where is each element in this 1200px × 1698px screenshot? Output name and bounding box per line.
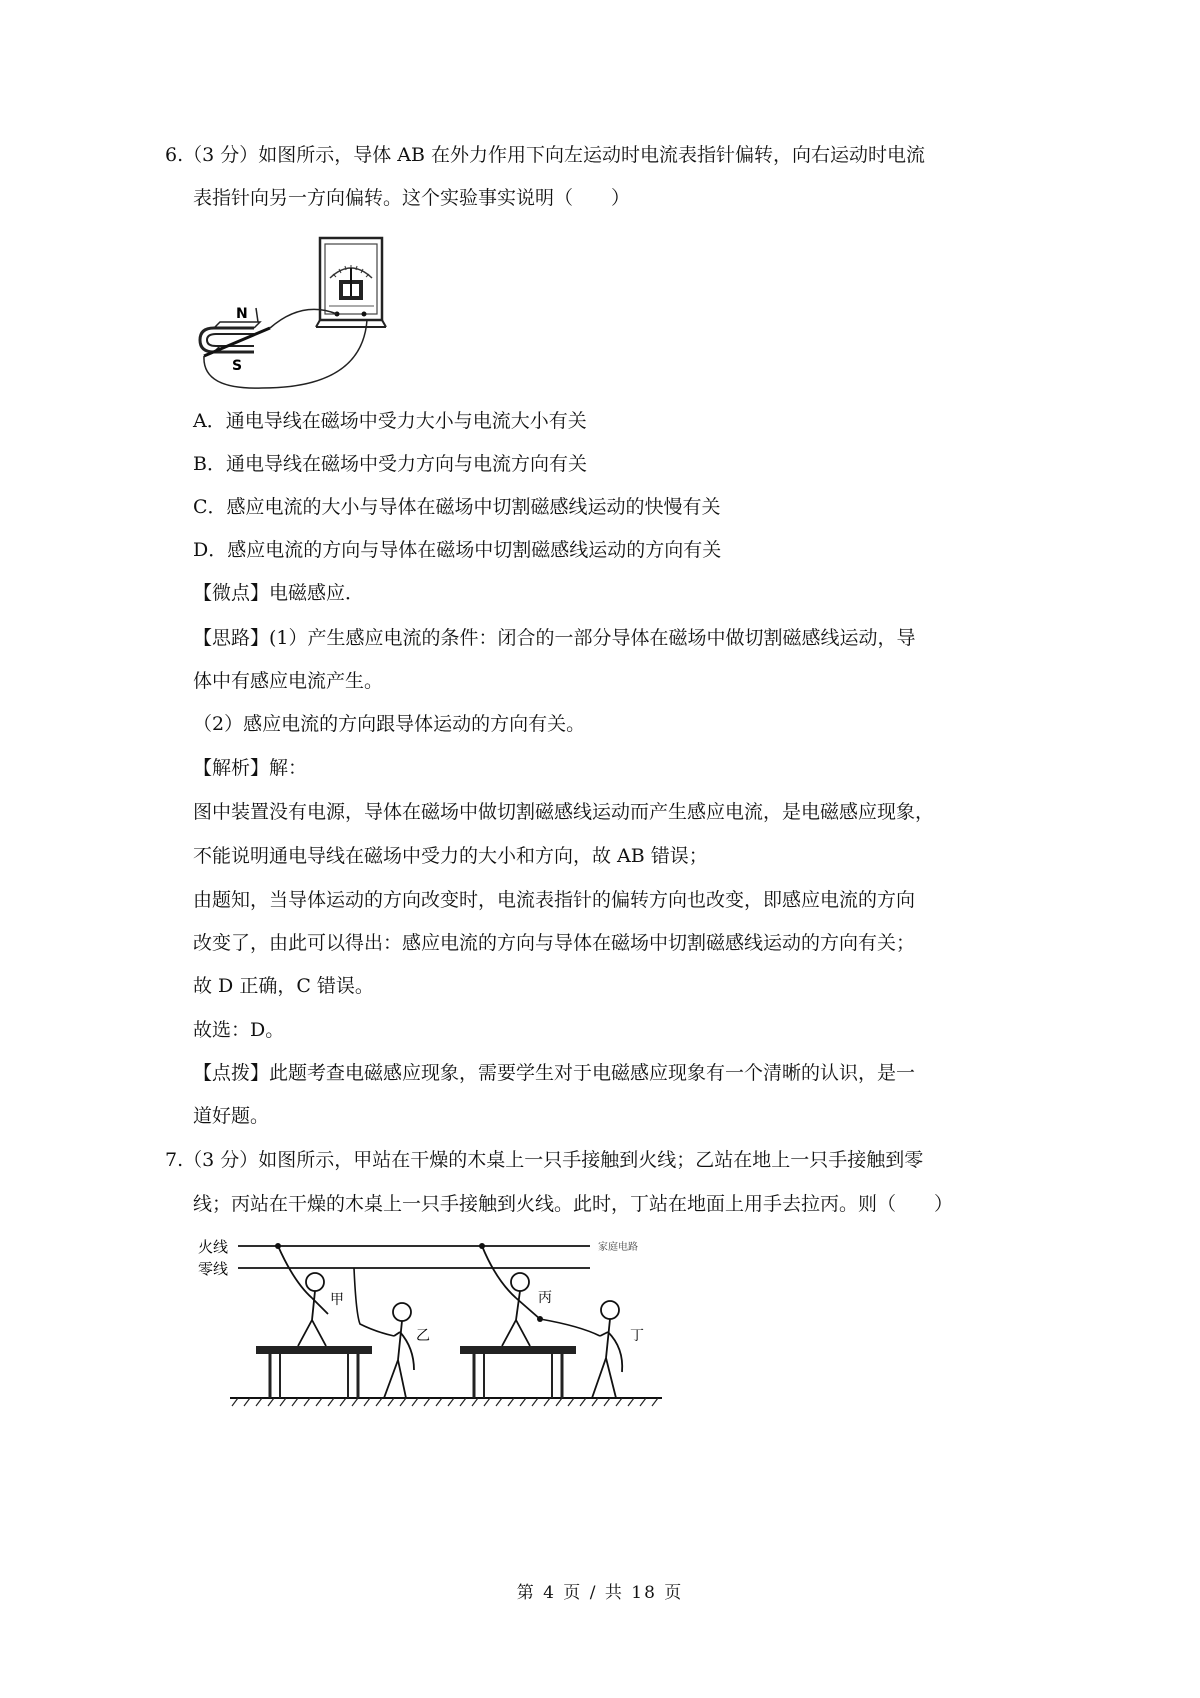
- analysis-line-3: 由题知，当导体运动的方向改变时，电流表指针的偏转方向也改变，即感应电流的方向: [193, 889, 916, 911]
- magnet-label-n: N: [236, 306, 248, 322]
- option-d[interactable]: D．感应电流的方向与导体在磁场中切割磁感线运动的方向有关: [193, 539, 722, 561]
- option-a[interactable]: A．通电导线在磁场中受力大小与电流大小有关: [193, 410, 587, 432]
- neutral-contact-wire: [354, 1268, 394, 1336]
- idea-line-2: 体中有感应电流产生。: [193, 670, 384, 692]
- live-wire-label: 火线: [198, 1238, 229, 1256]
- wire-loop: [204, 320, 367, 388]
- analysis-heading: 【解析】解：: [193, 757, 308, 779]
- galvanometer-experiment-figure: [192, 230, 417, 390]
- magnet-label-s: S: [232, 358, 243, 374]
- page-footer: 第 4 页 / 共 18 页: [516, 1583, 684, 1603]
- neutral-wire-label: 零线: [198, 1260, 229, 1278]
- comment-line-2: 道好题。: [193, 1105, 270, 1127]
- analysis-line-5: 故 D 正确，C 错误。: [193, 975, 374, 997]
- person-jia-label: 甲: [330, 1292, 344, 1308]
- comment-line-1: 【点拨】此题考查电磁感应现象，需要学生对于电磁感应现象有一个清晰的认识，是一: [193, 1062, 916, 1084]
- wooden-table-1: [256, 1346, 372, 1398]
- person-ding: [592, 1301, 622, 1398]
- horseshoe-magnet: [200, 328, 254, 352]
- knowledge-point: 【微点】电磁感应．: [193, 582, 365, 604]
- pulling-arm: [540, 1319, 600, 1336]
- person-yi: [384, 1303, 414, 1398]
- analysis-line-1: 图中装置没有电源，导体在磁场中做切割磁感线运动而产生感应电流，是电磁感应现象，: [193, 801, 935, 823]
- analysis-line-2: 不能说明通电导线在磁场中受力的大小和方向，故 AB 错误；: [193, 845, 708, 867]
- circuit-label: 家庭电路: [598, 1242, 638, 1253]
- option-c[interactable]: C．感应电流的大小与导体在磁场中切割磁感线运动的快慢有关: [193, 496, 721, 518]
- idea-line-1: 【思路】(1）产生感应电流的条件：闭合的一部分导体在磁场中做切割磁感线运动，导: [193, 627, 916, 649]
- person-bing: [482, 1246, 540, 1346]
- person-ding-label: 丁: [630, 1328, 644, 1344]
- person-jia: [278, 1246, 328, 1346]
- person-bing-label: 丙: [538, 1290, 552, 1306]
- household-circuit-figure: [190, 1232, 670, 1412]
- idea-line-3: （2）感应电流的方向跟导体运动的方向有关。: [193, 713, 586, 735]
- option-b[interactable]: B．通电导线在磁场中受力方向与电流方向有关: [193, 453, 587, 475]
- analysis-line-4: 改变了，由此可以得出：感应电流的方向与导体在磁场中切割磁感线运动的方向有关；: [193, 932, 916, 954]
- question-7-line-2: 线；丙站在干燥的木桌上一只手接触到火线。此时，丁站在地面上用手去拉丙。则（ ）: [193, 1193, 954, 1215]
- question-6-line-1: 6.（3 分）如图所示，导体 AB 在外力作用下向左运动时电流表指针偏转，向右运动时电流: [165, 144, 926, 166]
- wooden-table-2: [460, 1346, 576, 1398]
- question-6-line-2: 表指针向另一方向偏转。这个实验事实说明（ ）: [193, 187, 631, 209]
- answer-line: 故选：D。: [193, 1019, 285, 1041]
- person-yi-label: 乙: [416, 1328, 430, 1344]
- question-7-line-1: 7.（3 分）如图所示，甲站在干燥的木桌上一只手接触到火线；乙站在地上一只手接触到零: [165, 1149, 924, 1171]
